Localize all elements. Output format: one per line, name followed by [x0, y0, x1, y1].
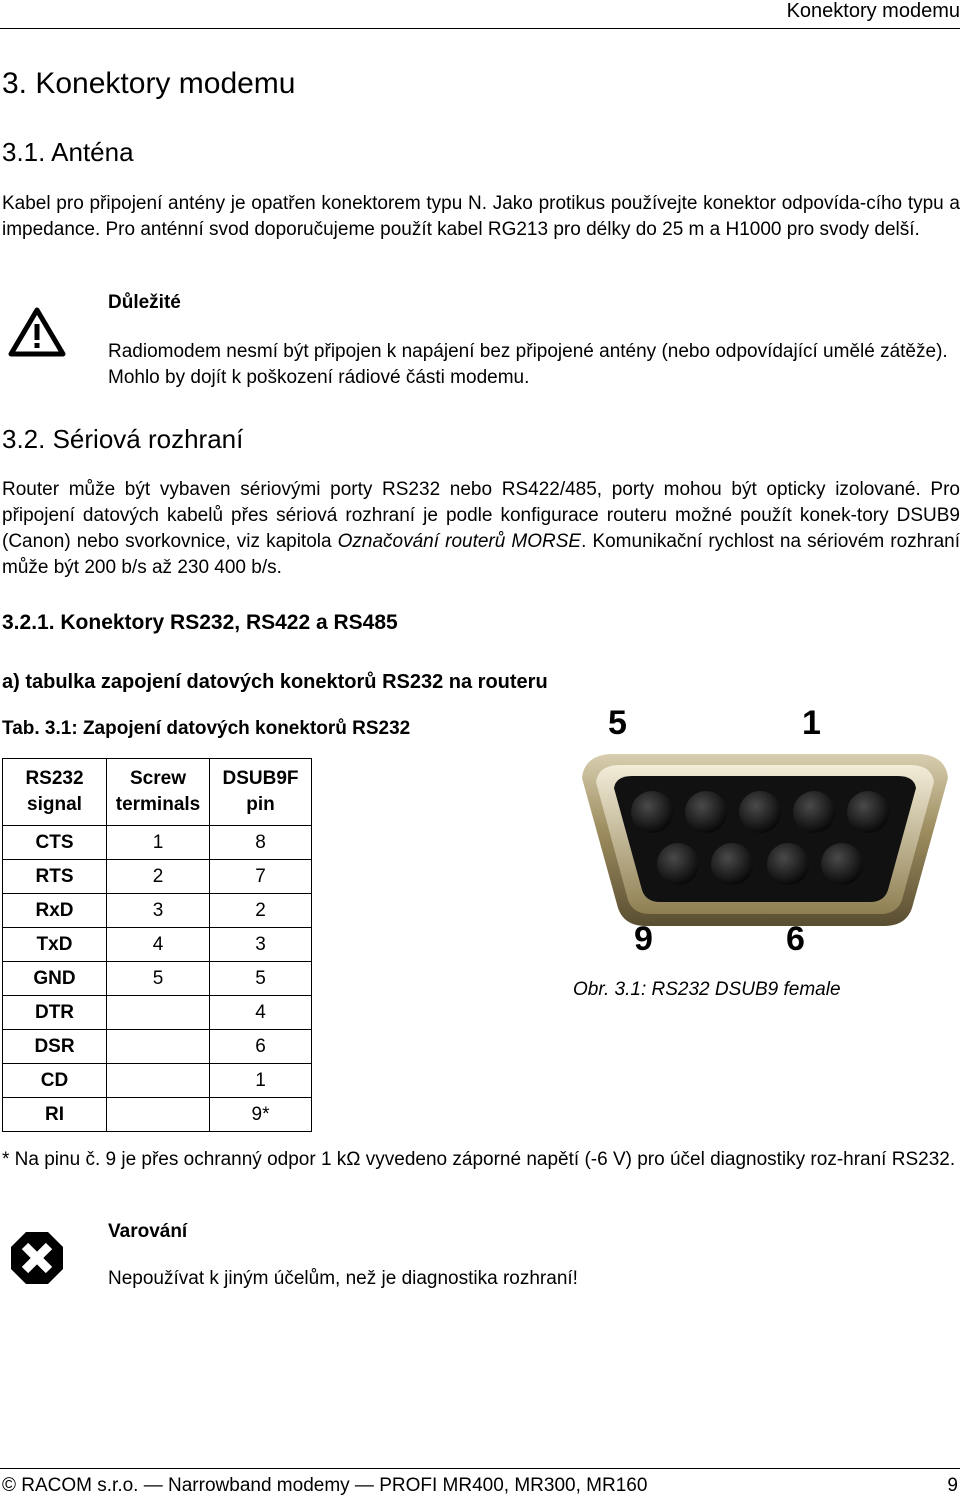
footer-rule — [0, 1468, 960, 1469]
serial-paragraph-part2: . Komunikační rychlost na sériovém rozhraní může být 200 b/s až 230 400 b/s. — [2, 531, 960, 578]
section-title-serial: 3.2. Sériová rozhraní — [2, 424, 244, 454]
notice-title: Důležité — [108, 292, 181, 313]
warning-triangle-icon — [8, 306, 66, 358]
chapter-title: 3. Konektory modemu — [2, 67, 296, 100]
page-number: 9 — [947, 1475, 958, 1496]
warning-text: Nepoužívat k jiným účelům, než je diagnostika rozhraní! — [108, 1268, 578, 1289]
chapter-reference-link[interactable]: Označování routerů MORSE — [337, 531, 582, 552]
pin-label-bottom-right: 6 — [786, 920, 805, 958]
serial-paragraph — [2, 477, 960, 581]
column-header-pin: DSUB9F pin — [210, 759, 312, 826]
figure-caption: Obr. 3.1: RS232 DSUB9 female — [573, 979, 841, 1000]
table-row: DSR 6 — [3, 1030, 312, 1064]
pin-label-bottom-left: 9 — [634, 920, 653, 958]
section-title-antenna: 3.1. Anténa — [2, 137, 134, 167]
footnote: * Na pinu č. 9 je přes ochranný odpor 1 kΩ vyvedeno záporné napětí (-6 V) pro účel diagnostiky roz-hraní RS232. — [2, 1149, 956, 1170]
table-row: RTS 2 7 — [3, 860, 312, 894]
warning-title: Varování — [108, 1221, 188, 1242]
dsub9-connector-photo — [570, 704, 960, 966]
table-row: DTR 4 — [3, 996, 312, 1030]
table-row: CD 1 — [3, 1064, 312, 1098]
table-row: TxD 4 3 — [3, 928, 312, 962]
antenna-paragraph: Kabel pro připojení antény je opatřen konektorem typu N. Jako protikus používejte konektor odpovída-cího typu a impedance. Pro anténní svod doporučujeme použít kabel RG213 pro délky do 25 m a H1000 pro svody delší. — [2, 193, 960, 240]
pin-label-top-right: 1 — [802, 704, 821, 742]
header-rule — [0, 28, 960, 29]
pin-label-top-left: 5 — [608, 704, 627, 742]
table-row: RI 9* — [3, 1098, 312, 1132]
table-caption: Tab. 3.1: Zapojení datových konektorů RS232 — [2, 718, 411, 739]
notice-text: Radiomodem nesmí být připojen k napájení bez připojené antény (nebo odpovídající umělé zátěže). Mohlo by dojít k poškození rádiové části modemu. — [108, 341, 948, 388]
rs232-pin-table — [2, 758, 312, 1132]
table-row: CTS 1 8 — [3, 826, 312, 860]
subsection-title: 3.2.1. Konektory RS232, RS422 a RS485 — [2, 611, 398, 634]
table-row: RxD 3 2 — [3, 894, 312, 928]
table-row: GND 5 5 — [3, 962, 312, 996]
stop-octagon-icon — [10, 1231, 64, 1285]
table-header-row — [3, 759, 312, 826]
table-subtitle: a) tabulka zapojení datových konektorů RS232 na routeru — [2, 671, 548, 693]
footer-text: © RACOM s.r.o. — Narrowband modemy — PROFI MR400, MR300, MR160 — [2, 1475, 648, 1496]
column-header-signal: RS232 signal — [3, 759, 107, 826]
serial-paragraph-part1: Router může být vybaven sériovými porty RS232 nebo RS422/485, porty mohou být opticky izolované. Pro připojení datových kabelů přes sériová rozhraní je podle konfigurace routeru možné použít konek-tory DSUB9 (Canon) nebo svorkovnice, viz kapitola — [2, 479, 960, 552]
column-header-screw: Screw terminals — [107, 759, 210, 826]
running-header: Konektory modemu — [786, 0, 960, 22]
